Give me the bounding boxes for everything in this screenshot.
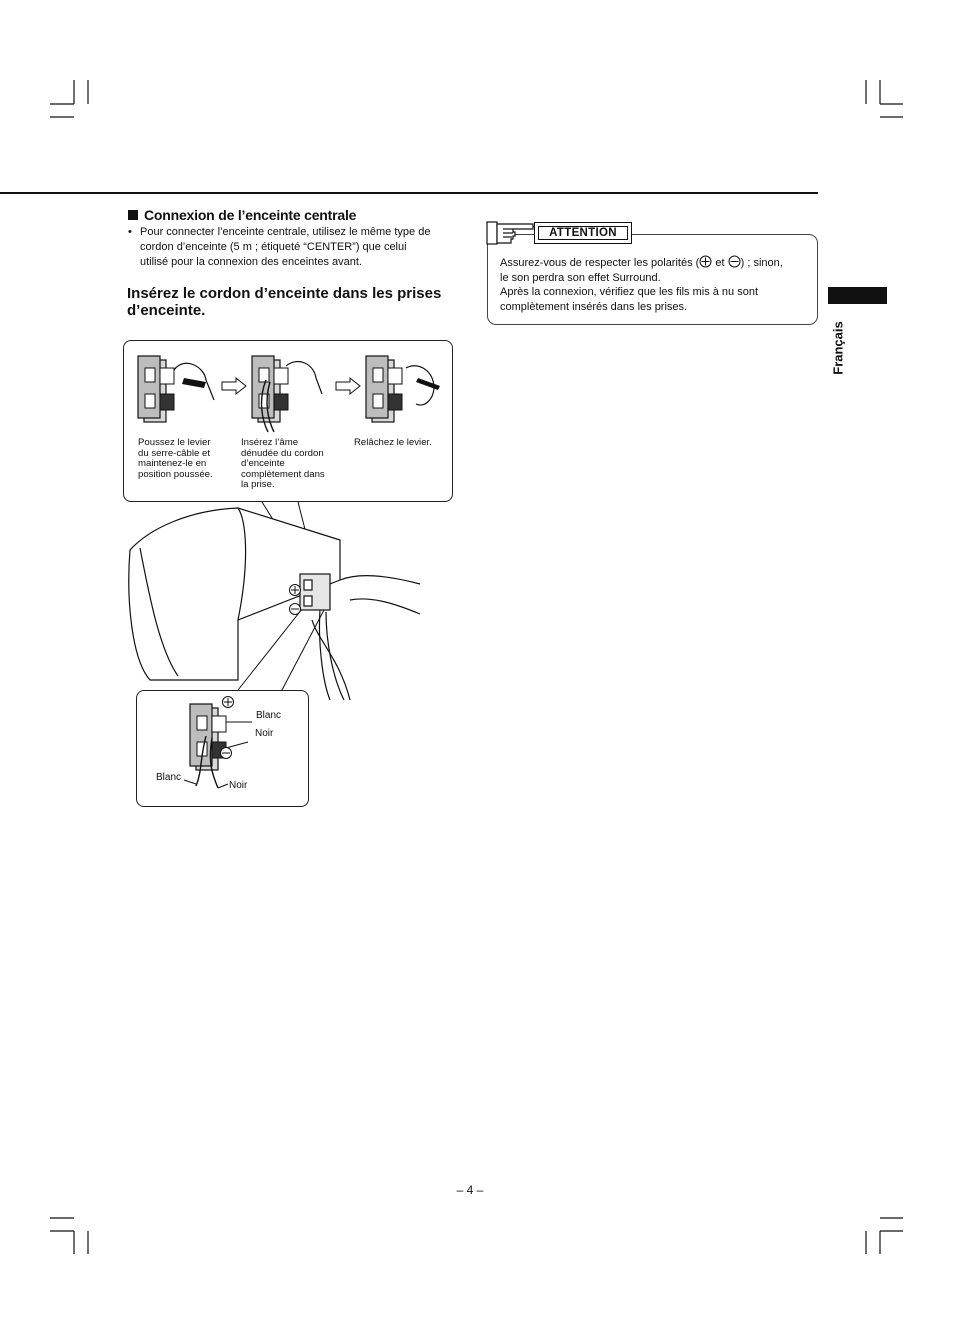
pointing-hand-icon — [485, 212, 535, 246]
label-blanc-top: Blanc — [256, 710, 282, 721]
plus-polarity-icon — [699, 255, 712, 268]
label-noir-bottom: Noir — [229, 780, 248, 791]
bullet-line: cordon d’enceinte (5 m ; étiqueté “CENTER”) que celui — [140, 241, 407, 253]
plus-polarity-icon — [290, 585, 301, 596]
attention-badge: ATTENTION — [534, 222, 632, 244]
step3-terminal-icon — [366, 356, 440, 422]
arrow-right-icon — [222, 378, 246, 394]
attention-text: Assurez-vous de respecter les polarités ( et ) ; sinon, le son perdra son effet Surround. Après la connexion, vérifiez que les fils mis à nu sont complètement insérés dans les prises. — [500, 257, 783, 313]
step3-caption: Relâchez le levier. — [354, 437, 432, 448]
bullet-dot: • — [128, 226, 132, 238]
bullet-line: Pour connecter l’enceinte centrale, utilisez le même type de — [140, 226, 431, 238]
zoom-detail-box — [136, 690, 309, 807]
arrow-right-icon — [336, 378, 360, 394]
step2-caption: Insérez l’âme dénudée du cordon d’enceinte complètement dans la prise. — [241, 437, 325, 491]
section-title: Connexion de l’enceinte centrale — [128, 207, 356, 223]
minus-polarity-icon — [290, 604, 301, 615]
step2-terminal-icon — [252, 356, 322, 432]
step-heading: Insérez le cordon d’enceinte dans les prises d’enceinte. — [127, 285, 442, 319]
language-tab-label: Français — [830, 321, 846, 375]
page-number: – 4 – — [456, 1183, 484, 1197]
language-tab-bar — [828, 287, 887, 304]
step1-caption: Poussez le levier du serre-câble et maintenez-le en position poussée. — [138, 437, 213, 480]
minus-polarity-icon — [728, 255, 741, 268]
label-noir-top: Noir — [255, 728, 274, 739]
bullet-line: utilisé pour la connexion des enceintes avant. — [140, 256, 362, 268]
center-speaker-illustration — [129, 508, 420, 700]
label-blanc-bottom: Blanc — [156, 772, 182, 783]
step1-terminal-icon — [138, 356, 214, 422]
